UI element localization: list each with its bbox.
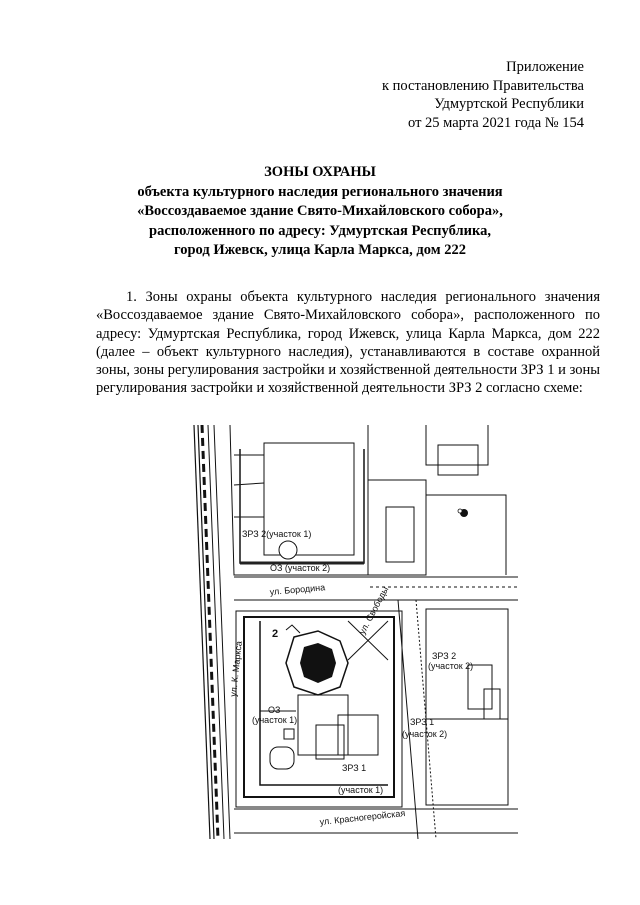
title-line-2: «Воссоздаваемое здание Свято-Михайловского собора»,	[137, 203, 503, 219]
label-oz-uch1: (участок 1)	[252, 715, 298, 725]
appendix-line-3: Удмуртской Республики	[434, 96, 584, 112]
label-zrz1-uch1: (участок 1)	[338, 785, 384, 795]
paragraph-1: 1. Зоны охраны объекта культурного наследия регионального значения «Воссоздаваемое здание Свято-Михайловского собора», расположенного по адресу: Удмуртская Республика, город Ижевск, улица Карла Маркса, дом 222 (далее – объект культурного наследия), устанавливаются в составе охранной зоны, зоны регулирования застройки и хозяйственной деятельности ЗРЗ 1 и зоны регулирования застройки и хозяйственной деятельности ЗРЗ 2 согласно схеме:	[96, 289, 600, 397]
title-line-3: расположенного по адресу: Удмуртская Республика,	[149, 222, 491, 239]
upper-zone-rz2	[240, 449, 364, 563]
label-zrz2-uch1: ЗРЗ 2(участок 1)	[242, 529, 312, 539]
cathedral-octagon	[286, 631, 348, 695]
appendix-header	[324, 58, 584, 132]
label-point-2: 2	[272, 628, 279, 640]
label-street-krasnogeroyskaya: ул. Красногеройская	[319, 808, 406, 827]
railway-lines	[194, 425, 230, 839]
document-title	[40, 163, 600, 261]
upper-block	[230, 425, 506, 575]
label-zrz1-right: ЗРЗ 1	[410, 717, 435, 727]
title-line-1: объекта культурного наследия регионального значения	[137, 183, 503, 200]
title-main: ЗОНЫ ОХРАНЫ	[264, 164, 376, 180]
label-street-svobody: ул. Свободы	[356, 584, 391, 636]
main-block	[236, 611, 402, 807]
title-line-4: город Ижевск, улица Карла Маркса, дом 222	[174, 242, 466, 258]
appendix-line-2: к постановлению Правительства	[382, 77, 584, 94]
protection-zones-map	[188, 425, 518, 839]
appendix-line-1: Приложение	[506, 59, 584, 75]
label-zrz2: ЗРЗ 2	[432, 651, 457, 661]
appendix-line-4: от 25 марта 2021 года № 154	[408, 114, 584, 131]
label-zrz1-bottom: ЗРЗ 1	[342, 763, 367, 773]
label-street-borodina: ул. Бородина	[269, 582, 326, 597]
label-zrz2-uch2: (участок 2)	[428, 661, 474, 671]
label-oz: ОЗ	[268, 705, 281, 715]
label-oz-uch2: ОЗ (участок 2)	[270, 563, 331, 573]
label-street-k-marksa: ул. К. Маркса	[228, 640, 244, 698]
label-zrz1-uch2: (участок 2)	[402, 729, 448, 739]
